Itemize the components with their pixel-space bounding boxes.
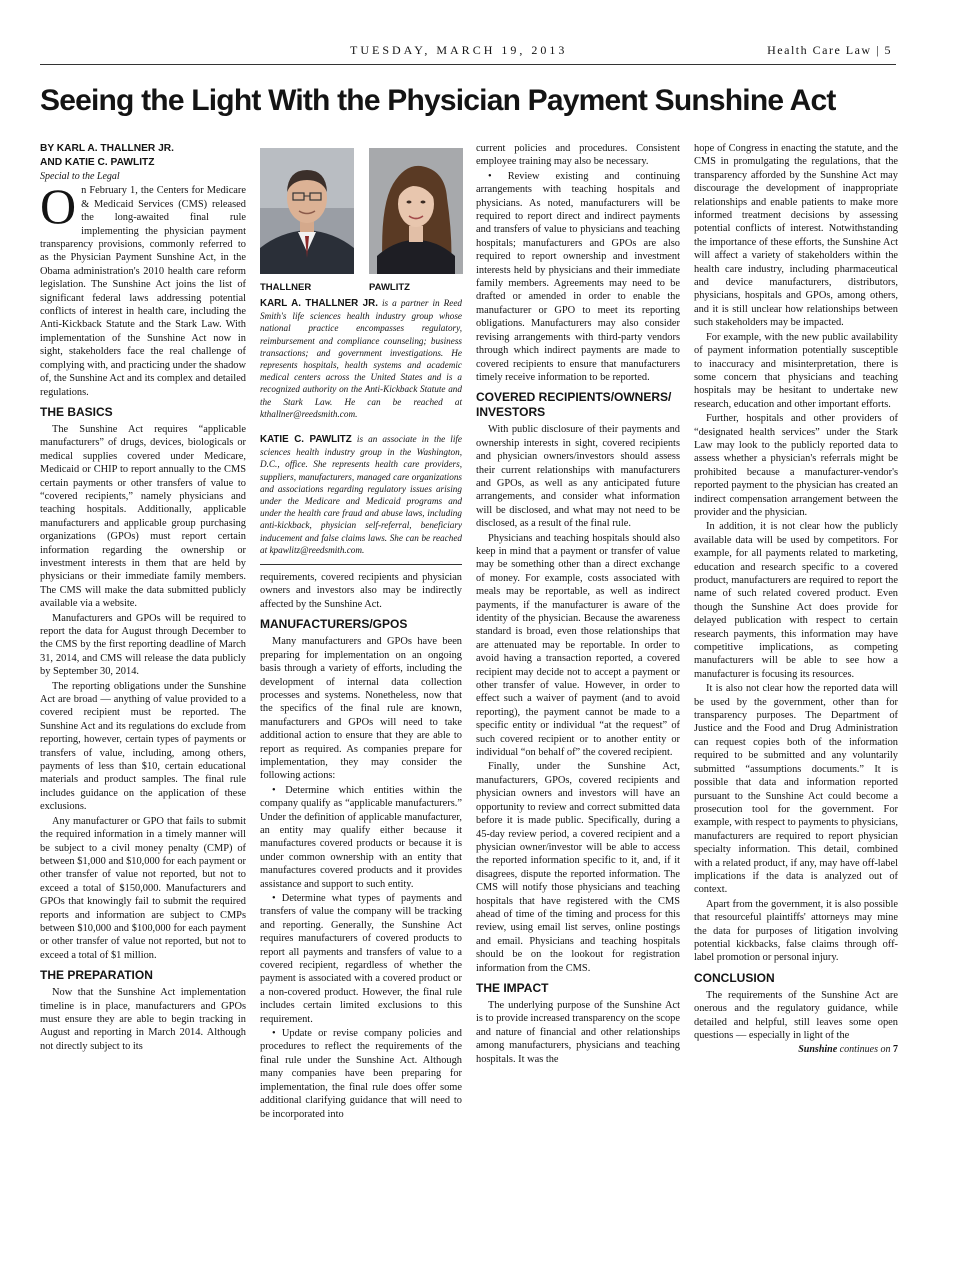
paragraph: The Sunshine Act requires “applicable manufacturers” of drugs, devices, biologicals or medical supplies covered under Medicare, Medicaid or CHIP to report annually to the CMS certain payments or other transfers of value to “covered recipients,” namely physicians and teaching hospitals. Additionally, applicable manufacturers and applicable group purchasing organizations (GPOs) must report certain information regarding the ownership or investment interests in them that are held by physicians or their immediate family members. The CMS will make the data submitted publicly available via a website.	[40, 423, 246, 610]
pawlitz-bio: KATIE C. PAWLITZ is an associate in the life sciences health industry group in the Washington, D.C., office. She represents health care providers, suppliers, manufacturers, managed care organizations and associations regarding regulatory issues arising under the Medicare and Medicaid programs and under the health care fraud and abuse laws, including anti-kickback, physician self-referral, beneficiary inducement and false claims laws. She can be reached at kpawlitz@reedsmith.com.	[260, 434, 463, 555]
paragraph: Apart from the government, it is also possible that resourceful plaintiffs' attorneys may mine the data for purposes of litigation involving potential kickbacks, false claims through off-label promotion or personal injury.	[694, 898, 898, 964]
paragraph: current policies and procedures. Consistent employee training may also be necessary.	[476, 143, 680, 168]
bullet-paragraph: • Determine what types of payments and transfers of value the company will be tracking and reporting. Generally, the Sunshine Act requires manufacturers of covered products to report all payments and transfers of value to a covered recipient, regardless of whether the payment is associated with a covered product or a non-covered product. However, the final rule includes certain limited exclusions to this requirement.	[260, 893, 462, 1025]
paragraph: Now that the Sunshine Act implementation timeline is in place, manufacturers and GPOs must ensure they are able to begin tracking in August and reporting in March 2014. Although not directly subject to its	[40, 987, 246, 1052]
pawlitz-photo-label: PAWLITZ	[369, 282, 410, 293]
paragraph: Physicians and teaching hospitals should also keep in mind that a payment or transfer of value may be something other than a direct exchange of money. For example, costs associated with meals may be reportable, as well as indirect payments, if the manufacturer is aware of the identity of the physician. Because the awareness standard is broad, even those relationships that are attenuated may be reportable. In order to avoid having a transaction reported, a covered recipient may decide not to accept a payment or other transfer of value. However, in order to effect such a waiver of payment (and to avoid reporting), the payment cannot be made to a specific entity or individual “at the request” of such covered recipient or to another entity or individual “on behalf of” the covered recipient.	[476, 532, 680, 759]
subhead-covered-recipients: COVERED RECIPIENTS/OWNERS/ INVESTORS	[476, 390, 672, 420]
paragraph: The underlying purpose of the Sunshine Act is to provide increased transparency on the scope and nature of financial and other relationships among manufacturers, physicians and teaching hospitals. It was the	[476, 999, 680, 1065]
bio-divider	[260, 564, 462, 565]
column-4	[694, 142, 898, 1057]
column-1	[40, 142, 246, 1054]
thallner-bio: KARL A. THALLNER JR. is a partner in Reed Smith's life sciences health industry group whose national practice encompasses regulatory, reimbursement and compliance counseling; business transactions; and government investigations. He represents hospitals, health systems and academic medical centers across the United States and is a recognized authority on the Anti-Kickback Statute and the Stark Law. He can be reached at kthallner@reedsmith.com.	[260, 298, 463, 419]
bullet-paragraph: • Review existing and continuing arrangements with teaching hospitals and physicians. As noted, manufacturers will be required to report direct and indirect payments and transfers of value to physicians and teaching hospitals; manufacturers and GPOs are also required to report ownership and investment interests held by physicians and their immediate family members. Agreements may need to be drafted or amended in order to enable the manufacturer or GPO to meet its reporting obligations. Manufacturers may also consider revising arrangements with third-party vendors through which indirect payments are made to covered recipients to ensure that manufacturers timely receive information to be reported.	[476, 170, 680, 383]
paragraph: The requirements of the Sunshine Act are onerous and the regulatory guidance, while detailed and helpful, still leaves some open questions — especially in light of the	[694, 989, 898, 1041]
issue-date: TUESDAY, MARCH 19, 2013	[350, 43, 568, 57]
drop-cap: O	[40, 178, 77, 235]
byline-note: Special to the Legal	[40, 171, 120, 182]
paragraph: Further, hospitals and other providers of “designated health services” under the Stark Law may look to the publicly reported data to assess whether a physician's referrals might be prohibited because a manufacturer-vendor's reported payment to the physician has created an indirect compensation arrangement between the provider and the physician.	[694, 413, 898, 518]
paragraph: Finally, under the Sunshine Act, manufacturers, GPOs, covered recipients and physician owners and investors will have an opportunity to review and correct submitted data before it is made public. Specifically, during a 45-day review period, a covered recipient and a physician owner/investor will be able to access the reported information specific to it, and, if it disagrees, dispute the reported information. The CMS will notify those physicians and teaching hospitals that have registered with the CMS ahead of time of the timing and process for this review, using email list serves, online postings and email. Physicians and teaching hospitals should be on the lookout for registration information from the CMS.	[476, 761, 680, 974]
subhead-basics: THE BASICS	[40, 404, 113, 419]
paragraph: Any manufacturer or GPO that fails to submit the required information in a timely manner will be subject to a civil money penalty (CMP) of between $1,000 and $10,000 for each payment or other transfer of value not reported, but not to exceed a total of $150,000. Manufacturers and GPOs that knowingly fail to submit the required reports and information are subject to CMPs between $10,000 and $100,000 for each payment or other transfer of value not reported, but not to exceed a total of $1 million.	[40, 815, 246, 961]
column-2	[260, 297, 462, 1122]
paragraph: requirements, covered recipients and physician owners and investors also may be indirectly affected by the Sunshine Act.	[260, 572, 462, 610]
paragraph: hope of Congress in enacting the statute, and the CMS in promulgating the regulations, that the transparency afforded by the Sunshine Act may discourage the development of inappropriate relationships and enable patients to make more informed treatment decisions by assessing potential conflicts of interest. Notwithstanding the importance of these efforts, the Sunshine Act will affect a variety of stakeholders within the health care industry, including pharmaceutical and device manufacturers, distributors, physicians, hospitals and GPOs, among others, and it is still unclear how relationships between such stakeholders may be impacted.	[694, 143, 898, 329]
byline-line-1: BY KARL A. THALLNER JR.	[40, 143, 174, 154]
paragraph: The reporting obligations under the Sunshine Act are broad — anything of value provided to a covered recipient must be reported. The Sunshine Act and its regulations do exclude from reporting, however, certain types of payments or transfers of value, including, among others, payments of less than $10, certain educational materials and product samples. The final rule includes guidance on the application of these exclusions.	[40, 680, 246, 813]
subhead-conclusion: CONCLUSION	[694, 970, 775, 985]
bullet-paragraph: • Determine which entities within the company qualify as “applicable manufacturers.” Under the definition of applicable manufacturer, an entity may qualify either because it manufactures covered products or because it is under common ownership with an entity that manufactures covered products and it provides assistance and support to such entity.	[260, 784, 462, 890]
paragraph: It is also not clear how the reported data will be used by the government, other than for transparency purposes. The Department of Justice and the Food and Drug Administration can request copies both of the information required to be submitted and any voluntarily submitted “assumptions documents.” It is possible that data and information reported pursuant to the Sunshine Act could become a prosecution tool for the government. For example, with respect to payments to physicians, manufacturers are required to report physician specialty information. This detail, combined with a related product, if any, may have off-label implications if the data is analyzed out of context.	[694, 683, 898, 896]
paragraph: Manufacturers and GPOs will be required to report the data for August through December to the CMS by the first reporting deadline of March 31, 2014, and CMS will release the data publicly by September 30, 2014.	[40, 612, 246, 678]
paragraph: Many manufacturers and GPOs have been preparing for implementation on an ongoing basis through a variety of efforts, including the development of internal data collection processes and systems. Nonetheless, now that the specifics of the final rule are known, manufacturers and GPOs will need to take additional action to ensure that they are able to report as required. As companies prepare for implementation, they may consider the following actions:	[260, 636, 462, 782]
paragraph: In addition, it is not clear how the publicly available data will be used by competitors. For example, for all payments related to marketing, education and research specific to a covered product, manufacturers are required to report the name of such related covered product. Even though the Sunshine Act does provide for delayed publication with respect to certain research payments, this information may have competitive implications, as competing manufacturers will be able to see how a manufacturer is focusing its resources.	[694, 521, 898, 680]
subhead-manufacturers: MANUFACTURERS/GPOS	[260, 617, 408, 632]
column-3	[476, 142, 680, 1067]
bullet-paragraph: • Update or revise company policies and procedures to reflect the requirements of the final rule under the Sunshine Act. Although many companies have been preparing for implementation, the final rule does offer some additional clarifying guidance that will need to be incorporated into	[260, 1028, 462, 1120]
byline-line-2: AND KATIE C. PAWLITZ	[40, 157, 155, 168]
paragraph: For example, with the new public availability of payment information potentially susceptible to inaccuracy and misinterpretation, there is some concern that physicians and teaching hospitals may be hesitant to undertake new research, education and other important efforts.	[694, 331, 898, 410]
paragraph: With public disclosure of their payments and ownership interests in sight, covered recipients and physician owners/investors should assess their current relationships with manufacturers and GPOs, as well as any anticipated future arrangements, and consider what information will be disclosed, and what may not need to be disclosed, as a result of the final rule.	[476, 424, 680, 530]
intro-paragraph: On February 1, the Centers for Medicare & Medicaid Services (CMS) released the long-awaited final rule implementing the physician payment transparency provisions, commonly referred to as the Physician Payment Sunshine Act, in the Obama administration's 2010 health care reform legislation. The Sunshine Act joins the list of significant federal laws addressing potential conflicts of interest in health care, including the Anti-Kickback Statute and the Stark Law. With implementation of the Sunshine Act now in sight, stakeholders face the real challenge of complying with, and practicing under the shadow of, the Sunshine Act and its complex and detailed regulations.	[40, 178, 246, 398]
subhead-preparation: THE PREPARATION	[40, 968, 153, 983]
subhead-impact: THE IMPACT	[476, 980, 549, 995]
thallner-photo-label: THALLNER	[260, 282, 312, 293]
pawlitz-photo	[369, 148, 463, 274]
header-rule	[40, 64, 896, 65]
thallner-photo	[260, 148, 354, 274]
headline: Seeing the Light With the Physician Payment Sunshine Act	[40, 84, 836, 117]
section-page-label: Health Care Law | 5	[767, 43, 892, 57]
continued-link[interactable]: Sunshine continues on 7	[798, 1044, 898, 1056]
